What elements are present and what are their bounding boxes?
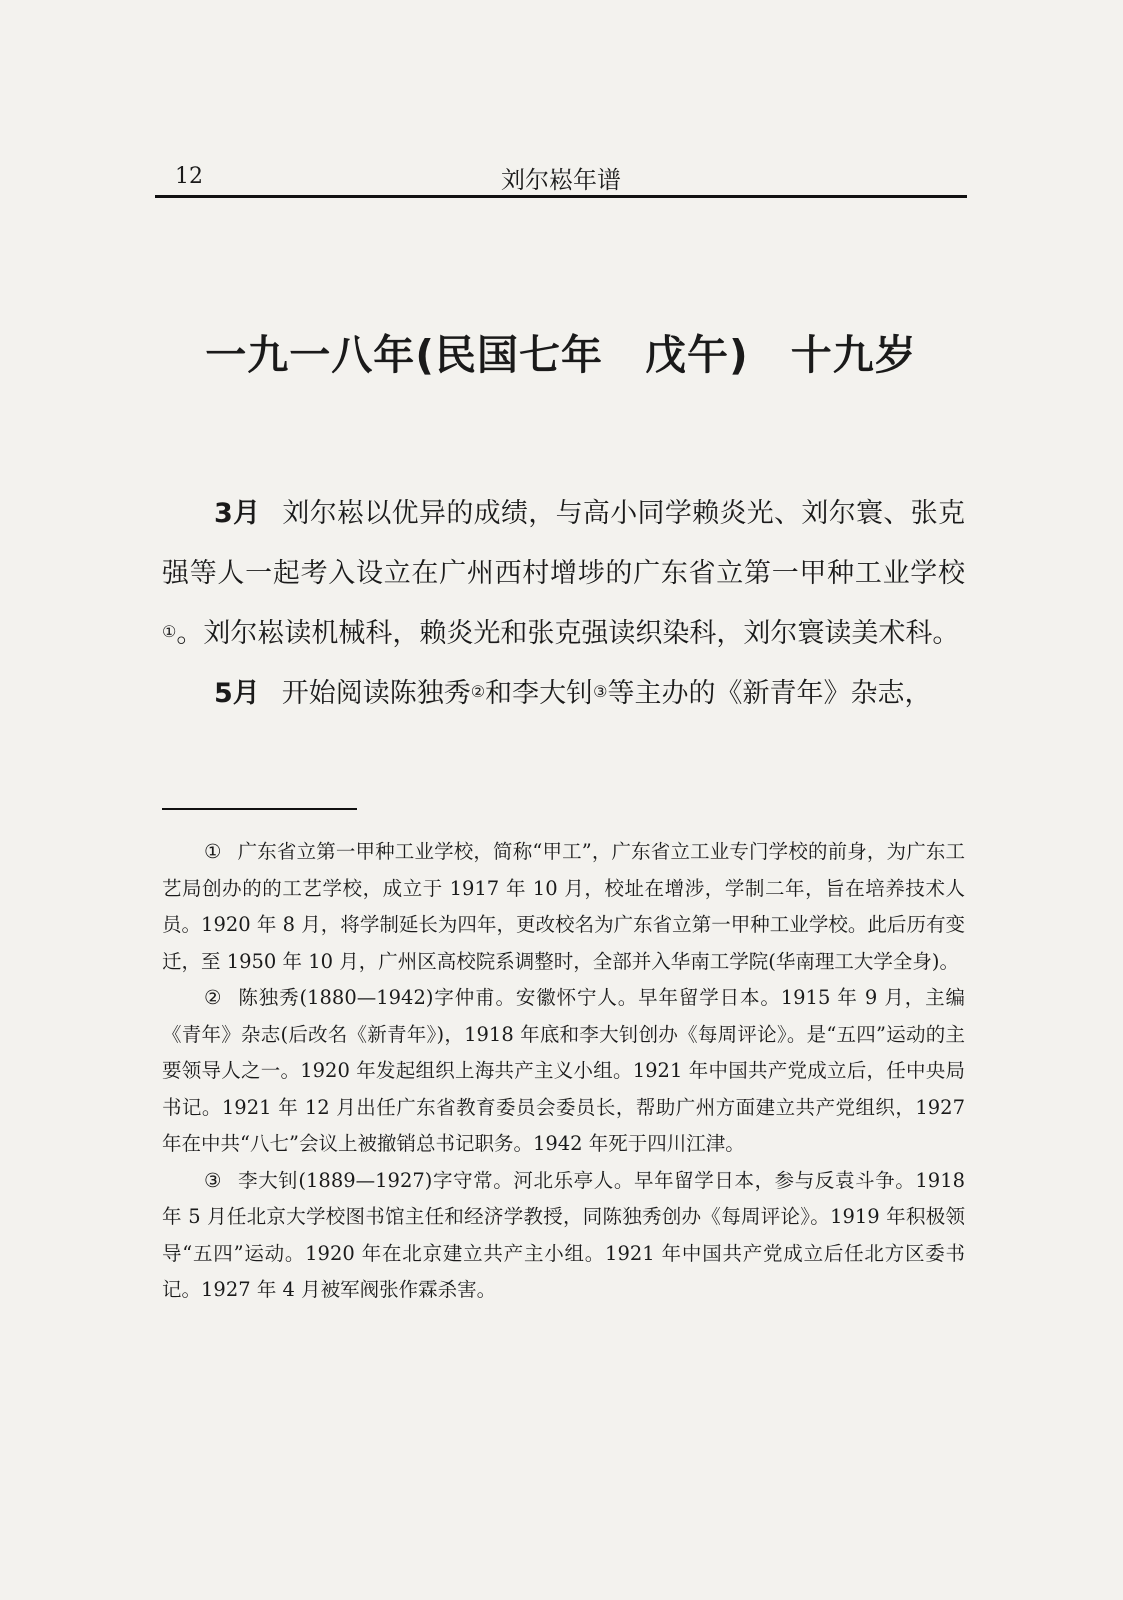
- year-heading-part2: 戊午): [645, 331, 749, 379]
- footnote-mark: ①: [204, 840, 222, 863]
- footnote-text: 广东省立第一甲种工业学校，简称“甲工”，广东省立工业专门学校的前身，为广东工艺局创办的的工艺学校，成立于 1917 年 10 月，校址在增涉，学制二年，旨在培养技术人员。1920 年 8 月，将学制延长为四年，更改校名为广东省立第一甲种工业学校。此后历有变迁，至 1950 年 10 月，广州区高校院系调整时，全部并入华南工学院(华南理工大学全身)。: [162, 840, 965, 973]
- footnote-mark: ③: [204, 1168, 223, 1192]
- entry-march: [162, 484, 965, 664]
- entry-text: 。刘尔崧读机械科，赖炎光和张克强读织染科，刘尔寰读美术科。: [176, 618, 960, 649]
- chronicle-body: [162, 484, 965, 724]
- footnote-text: 李大钊(1889—1927)字守常。河北乐亭人。早年留学日本，参与反袁斗争。1918 年 5 月任北京大学校图书馆主任和经济学教授，同陈独秀创办《每周评论》。1919 年积极领导“五四”运动。1920 年在北京建立共产主小组。1921 年中国共产党成立后任北方区委书记。1927 年 4 月被军阀张作霖杀害。: [162, 1168, 966, 1301]
- entry-text: 和李大钊: [485, 678, 594, 709]
- page-header: [155, 158, 967, 198]
- footnote-ref[interactable]: ①: [162, 622, 177, 641]
- year-heading-part3: 十九岁: [790, 331, 917, 379]
- year-heading-part1: 一九一八年(民国七年: [205, 331, 603, 379]
- entry-text: 刘尔崧以优异的成绩，与高小同学赖炎光、刘尔寰、张克强等人一起考入设立在广州西村增埗的广东省立第一甲种工业学校: [162, 498, 965, 589]
- running-title: 刘尔崧年谱: [501, 166, 621, 194]
- year-heading: [155, 322, 967, 381]
- footnote-item: [162, 980, 965, 1163]
- footnote-item: [162, 834, 965, 980]
- entry-text: 开始阅读陈独秀: [281, 678, 471, 709]
- page-number: 12: [175, 164, 203, 189]
- footnote-separator: [162, 808, 357, 810]
- entry-may: [162, 664, 965, 724]
- footnote-ref[interactable]: ②: [470, 682, 486, 701]
- entry-month: 3月: [214, 498, 261, 529]
- entry-month: 5月: [214, 678, 260, 709]
- footnote-text: 陈独秀(1880—1942)字仲甫。安徽怀宁人。早年留学日本。1915 年 9 月，主编《青年》杂志(后改名《新青年》)，1918 年底和李大钊创办《每周评论》。是“五四”运动的主要领导人之一。1920 年发起组织上海共产主义小组。1921 年中国共产党成立后，任中央局书记。1921 年 12 月出任广东省教育委员会委员长，帮助广州方面建立共产党组织，1927 年在中共“八七”会议上被撤销总书记职务。1942 年死于四川江津。: [162, 986, 965, 1155]
- footnote-item: [162, 1163, 965, 1309]
- footnotes: [162, 834, 965, 1309]
- entry-text: 等主办的《新青年》杂志，: [607, 678, 932, 709]
- footnote-ref[interactable]: ③: [593, 682, 608, 701]
- header-rule: [155, 195, 967, 198]
- footnote-mark: ②: [204, 986, 223, 1009]
